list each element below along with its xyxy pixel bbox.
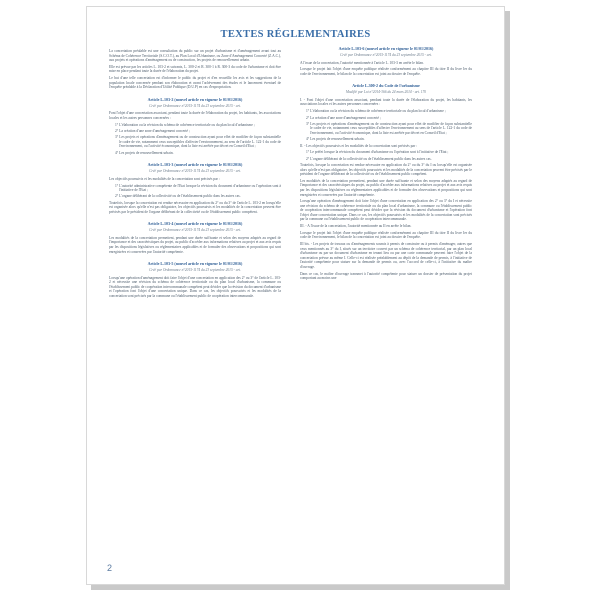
article-paragraph: III bis. - Les projets de travaux ou d'aménagements soumis à permis de construire ou à permis d'aménager, autres que ceux mentionnés au 3° du I, situés sur un territoire couvert par un schéma de cohérence territorial, par un plan local d'urbanisme ou par un document d'urbanisme en tenant lieu ou par une carte communale peuvent faire l'objet de la concertation prévue au même I. Celle-ci est réalisée préalablement au dépôt de la demande de permis, à l'initiative de l'autorité compétente pour statuer sur la demande de permis ou, avec l'accord de celle-ci, à l'initiative du maître d'ouvrage.	[300, 242, 472, 269]
article-subtitle: Créé par Ordonnance n°2015-1174 du 23 septembre 2015 - art.	[340, 52, 432, 57]
intro-paragraph: La concertation préalable est une consultation du public sur un projet d'urbanisme et d'aménagement avant tout au Schéma de Cohérence Territoriale (S.C.O.T.), au Plan Local d'Urbanisme, ou Zone d'Aménagement Concerté (Z.A.C.), aux projets et opérations d'aménagement ou de construction, les projets de renouvellement urbain.	[109, 49, 281, 63]
article-paragraph: Lorsqu'une opération d'aménagement doit faire l'objet d'une concertation en application des 2° ou 3° du I et nécessite une révision du schéma de cohérence territoriale ou du plan local d'urbanisme, la commune ou l'établissement public de coopération intercommunale compétent peut décider que la révision du document d'urbanisme et l'opération font l'objet d'une concertation unique. Dans ce cas, les objectifs poursuivis et les modalités de la concertation sont précisés par la commune ou l'établissement public de coopération intercommunale.	[300, 199, 472, 222]
list-item: 2° L'organe délibérant de la collectivité ou de l'établissement public dans les autres cas.	[115, 194, 241, 199]
article-paragraph: Lorsque le projet fait l'objet d'une enquête publique réalisée conformément au chapitre III du titre II du livre Ier du code de l'environnement, le bilan de la concertation est joint au dossier de l'enquête.	[300, 67, 472, 76]
intro-paragraph: Le but d'une telle concertation est d'informer le public du projet et d'en recueillir les avis et les suggestions de la population locale concernée pendant son élaboration et avant l'achèvement des études et le lancement éventuel de l'enquête préalable à la Déclaration d'Utilité Publique (D.U.P) en cas d'expropriation.	[109, 76, 281, 90]
article-paragraph: Toutefois, lorsque la concertation est rendue nécessaire en application du 2° ou du 3° du I ou lorsqu'elle est organisée alors qu'elle n'est pas obligatoire, les objectifs poursuivis et les modalités de la concertation peuvent être précisés par le président de l'organe délibérant de la collectivité ou de l'établissement public compétent.	[300, 163, 472, 177]
article-paragraph: A l'issue de la concertation, l'autorité mentionnée à l'article L. 103-3 en arrête le bilan.	[300, 60, 424, 65]
article-title: Article L.103-6 (nouvel article en vigueur le 01/01/2016)	[338, 46, 434, 51]
article-paragraph: Les objectifs poursuivis et les modalités de la concertation sont précisés par :	[109, 176, 220, 181]
list-item: 1° L'élaboration ou la révision du schéma de cohérence territoriale ou du plan local d'urbanisme ;	[306, 109, 446, 114]
list-item: 2° La création d'une zone d'aménagement concerté ;	[115, 128, 190, 133]
article-paragraph: Les modalités de la concertation permettent, pendant une durée suffisante et selon des moyens adaptés au regard de l'importance et des caractéristiques du projet, au public d'accéder aux informations relatives au projet et aux avis requis par les dispositions législatives ou réglementaires applicables et de formuler des observations et propositions qui sont enregistrées et conservées par l'autorité compétente.	[109, 235, 281, 254]
list-item: 4° Les projets de renouvellement urbain.	[115, 150, 174, 155]
list-item: 1° Le préfet lorsque la révision du document d'urbanisme ou l'opération sont à l'initiative de l'Etat ;	[306, 150, 449, 155]
article-subtitle: Créé par Ordonnance n°2015-1174 du 23 septembre 2015 - art.	[149, 268, 241, 273]
article-paragraph: II. - Les objectifs poursuivis et les modalités de la concertation sont précisés par :	[300, 143, 418, 148]
intro-paragraph: Elle est prévue par les articles L. 103-2 et suivants, L. 300-2 et R. 300-1 à R. 300-3 du code de l'urbanisme et doit être mise en place pendant toute la durée de l'élaboration du projet.	[109, 64, 281, 74]
list-item: 2° L'organe délibérant de la collectivité ou de l'établissement public dans les autres cas.	[306, 156, 432, 161]
right-column	[300, 47, 472, 283]
article-subtitle: Modifié par Loi n°2014-366 du 24 mars 2014 - art. 170	[345, 90, 427, 95]
list-item: 3° Les projets et opérations d'aménagement ou de construction ayant pour effet de modifier de façon substantielle le cadre de vie, notamment ceux susceptibles d'affecter l'environnement, au sens de l'article L. 122-1 du code de l'environnement, ou l'activité économique, dont la liste est arrêtée par décret en Conseil d'Etat ;	[115, 135, 281, 149]
article-title: Article L.300-2 du Code de l'urbanisme	[352, 83, 420, 89]
list-item: 4° Les projets de renouvellement urbain.	[306, 137, 365, 142]
article-title: Article L.103-5 (nouvel article en vigueur le 01/01/2016)	[147, 261, 243, 267]
page-number: 2	[107, 563, 113, 573]
article-paragraph: Lorsque le projet fait l'objet d'une enquête publique réalisée conformément au chapitre III du titre II du livre Ier du code de l'environnement, le bilan de la concertation est joint au dossier de l'enquête.	[300, 230, 472, 240]
left-column	[109, 49, 281, 301]
article-paragraph: Lorsqu'une opération d'aménagement doit faire l'objet d'une concertation en application des 2° ou 3° de l'article L. 103-2 et nécessite une révision du schéma de cohérence territoriale ou du plan local d'urbanisme, la commune ou l'établissement public de coopération intercommunale compétent peut décider que la révision du document d'urbanisme et l'opération font l'objet d'une concertation unique. Dans ce cas, les objectifs poursuivis et les modalités de la concertation sont précisés par la commune ou l'établissement public de coopération intercommunale.	[109, 275, 281, 298]
article-subtitle: Créé par Ordonnance n°2015-1174 du 23 septembre 2015 - art.	[149, 228, 241, 233]
list-item: 2° La création d'une zone d'aménagement concerté ;	[306, 115, 381, 120]
list-item: 1° L'autorité administrative compétente de l'Etat lorsque la révision du document d'urbanisme ou l'opération sont à l'initiative de l'Etat ;	[115, 183, 281, 193]
article-paragraph: I. - Font l'objet d'une concertation associant, pendant toute la durée de l'élaboration du projet, les habitants, les associations locales et les autres personnes concernées :	[300, 97, 472, 107]
article-title: Article L.103-3 (nouvel article en vigueur le 01/01/2016)	[147, 162, 243, 168]
list-item: 1° L'élaboration ou la révision du schéma de cohérence territoriale ou du plan local d'urbanisme ;	[115, 122, 255, 127]
article-paragraph: Toutefois, lorsque la concertation est rendue nécessaire en application du 2° ou du 3° de l'article L. 103-2 en lorsqu'elle est organisée alors qu'elle n'est pas obligatoire, les objectifs poursuivis et les modalités de la concertation peuvent être précisés par le président de l'organe délibérant de la collectivité ou de l'établissement public compétent.	[109, 200, 281, 214]
article-subtitle: Créé par Ordonnance n°2015-1174 du 23 septembre 2015 - art.	[149, 169, 241, 174]
document-page	[86, 6, 505, 585]
page-title: TEXTES RÉGLEMENTAIRES	[220, 29, 371, 40]
article-paragraph: Font l'objet d'une concertation associant, pendant toute la durée de l'élaboration du projet, les habitants, les associations locales et les autres personnes concernées :	[109, 111, 281, 120]
article-title: Article L.103-2 (nouvel article en vigueur le 01/01/2016)	[147, 96, 243, 102]
article-paragraph: Les modalités de la concertation permettent, pendant une durée suffisante et selon des moyens adaptés au regard de l'importance et des caractéristiques du projet, au public d'accéder aux informations relatives au projet et aux avis requis par les dispositions législatives ou réglementaires applicables et de formuler des observations et propositions qui sont enregistrées et conservées par l'autorité compétente.	[300, 178, 472, 197]
article-paragraph: Dans ce cas, le maître d'ouvrage transmet à l'autorité compétente pour statuer un dossier de présentation du projet comportant au moins une	[300, 271, 472, 281]
article-subtitle: Créé par Ordonnance n°2015-1174 du 23 septembre 2015 - art.	[149, 103, 241, 108]
article-title: Article L.103-4 (nouvel article en vigueur le 01/01/2016)	[147, 221, 243, 227]
article-paragraph: III. - A l'issue de la concertation, l'autorité mentionnée au II en arrête le bilan.	[300, 224, 412, 229]
list-item: 3° Les projets et opérations d'aménagement ou de construction ayant pour effet de modifier de façon substantielle le cadre de vie, notamment ceux susceptibles d'affecter l'environnement au sens de l'article L. 122-1 du code de l'environnement, ou l'activité économique, dont la liste est arrêtée par décret en Conseil d'Etat ;	[306, 121, 472, 135]
